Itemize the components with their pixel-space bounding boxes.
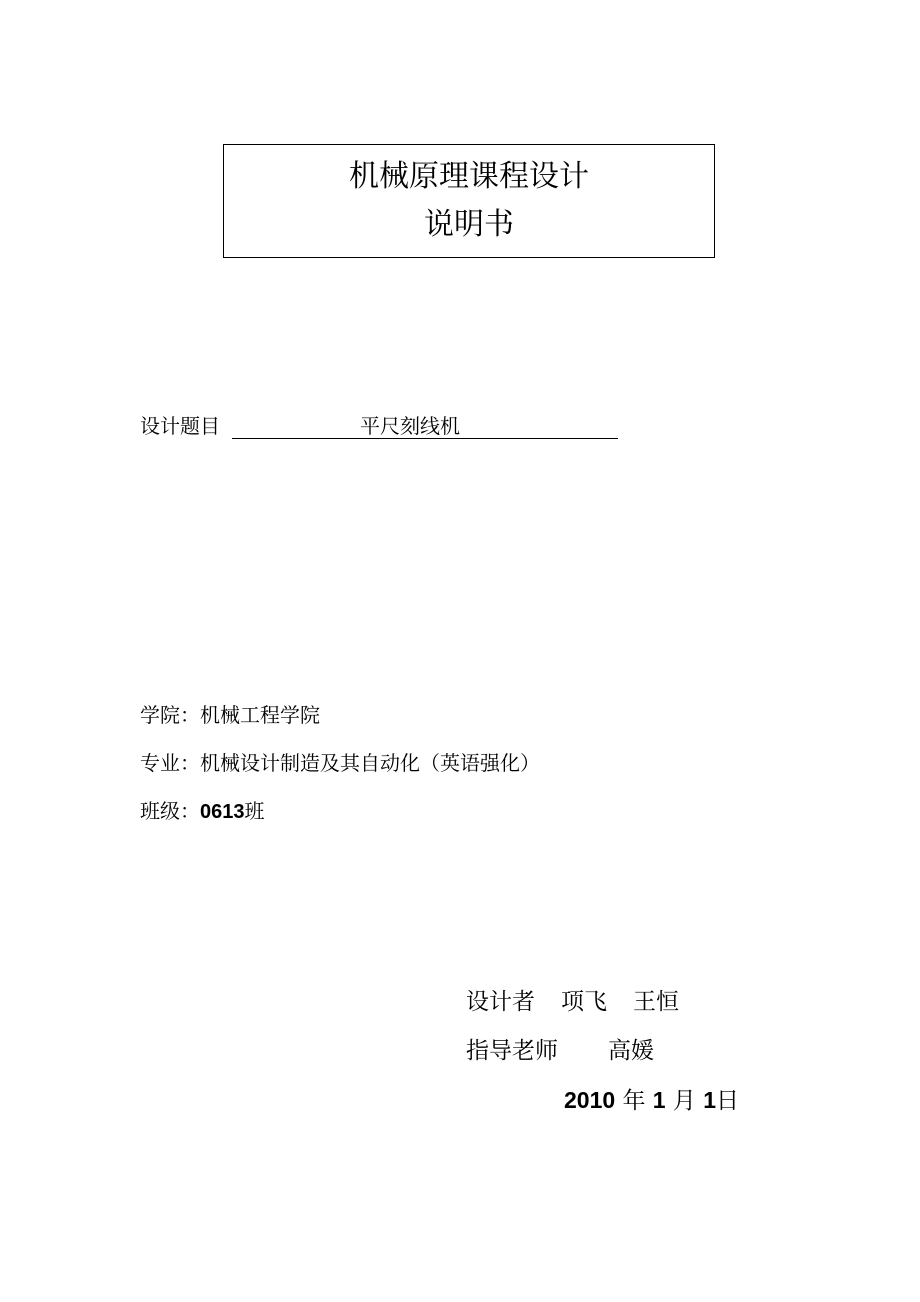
advisor-label: 指导老师 [466, 1038, 558, 1064]
major-value: 机械设计制造及其自动化（英语强化） [200, 751, 540, 775]
major-line [140, 749, 540, 777]
college-label: 学院： [140, 703, 200, 727]
document-title: 机械原理课程设计 [349, 159, 589, 194]
document-subtitle: 说明书 [424, 207, 514, 242]
class-label: 班级： [140, 799, 200, 823]
class-suffix: 班 [244, 799, 265, 823]
design-topic-underline [232, 412, 618, 439]
class-number: 0613 [200, 801, 245, 823]
designer-name-2: 王恒 [633, 989, 679, 1015]
designer-line [466, 986, 679, 1018]
date-day: 1 [703, 1087, 717, 1113]
major-label: 专业： [140, 751, 200, 775]
date-month-unit: 月 [672, 1088, 696, 1114]
document-date [564, 1084, 739, 1117]
document-title-box [223, 144, 715, 258]
class-line [140, 797, 265, 826]
designer-label: 设计者 [466, 989, 535, 1015]
college-line [140, 701, 320, 729]
design-topic-value: 平尺刻线机 [360, 414, 460, 438]
date-month: 1 [652, 1087, 666, 1113]
date-year: 2010 [564, 1087, 616, 1113]
date-day-unit: 日 [716, 1088, 740, 1114]
designer-name-1: 项飞 [561, 989, 607, 1015]
design-topic-label: 设计题目 [140, 414, 220, 438]
college-value: 机械工程学院 [200, 703, 320, 727]
date-year-unit: 年 [622, 1088, 646, 1114]
advisor-line [466, 1035, 654, 1067]
advisor-name: 高媛 [608, 1038, 654, 1064]
